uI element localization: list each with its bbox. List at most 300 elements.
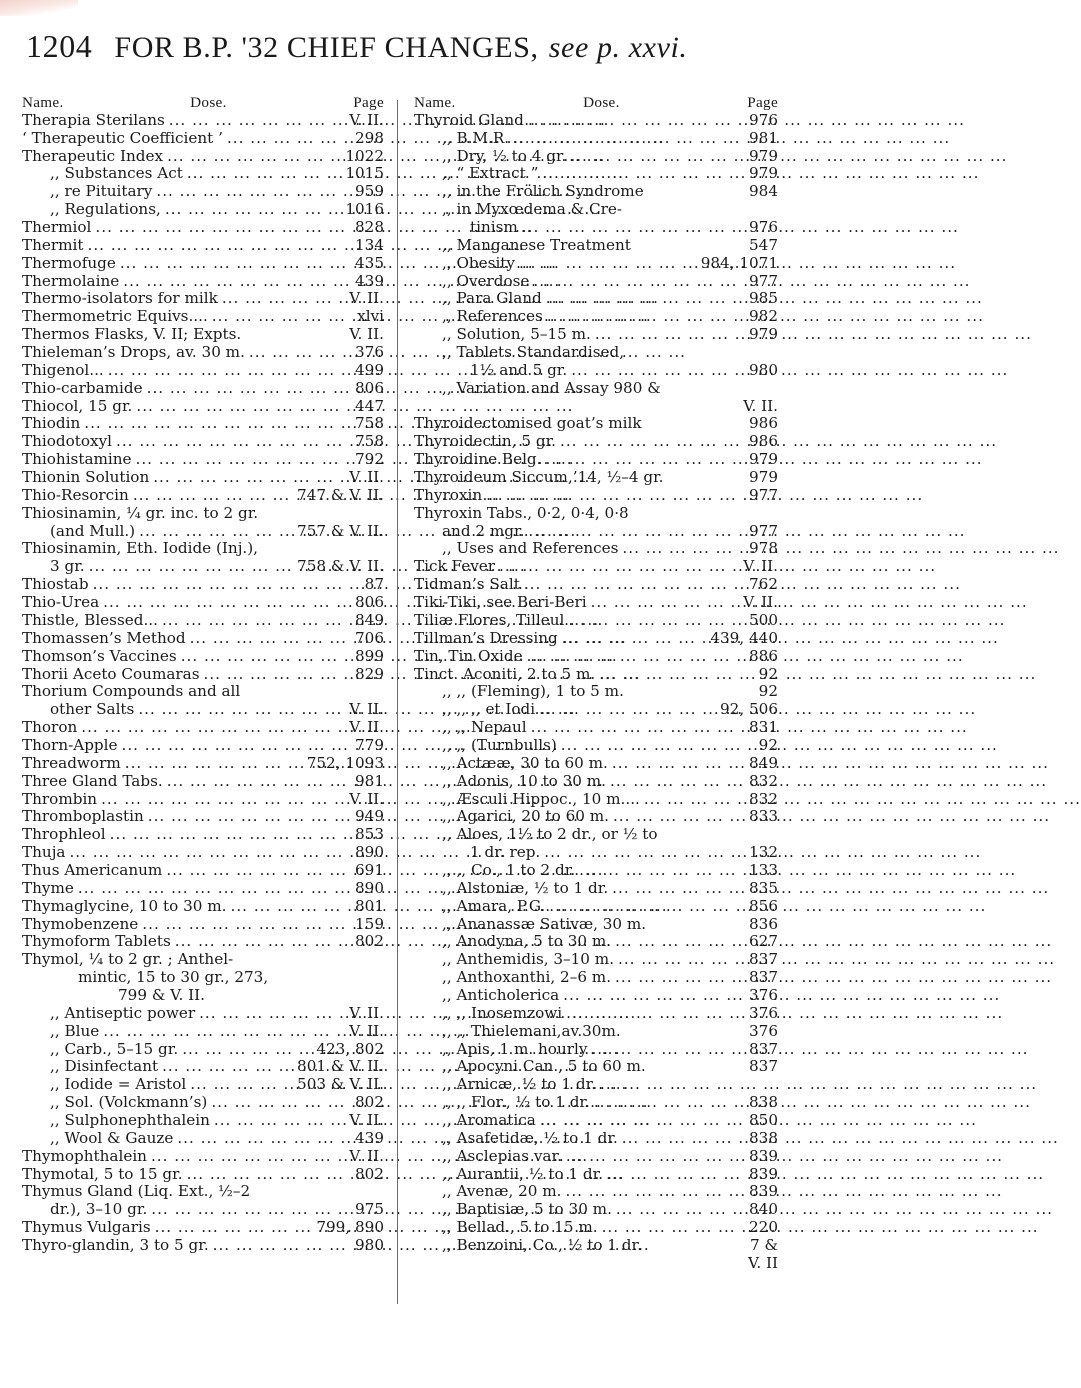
entry-name: ,, Actææ, 30 to 60 m. <box>442 753 608 772</box>
index-column-right <box>414 94 778 1273</box>
leader-dots <box>195 1005 349 1023</box>
entry-page: 977 <box>749 271 778 290</box>
index-entry <box>414 130 778 148</box>
leader-dots <box>218 290 349 308</box>
column-header <box>22 94 384 112</box>
entry-page: 849 <box>749 753 778 772</box>
entry-page: 159 <box>355 914 384 933</box>
leader-dots <box>104 362 355 380</box>
index-entry <box>22 1058 384 1076</box>
leader-dots <box>624 683 759 701</box>
entry-page: V. II. <box>349 289 384 308</box>
entry-page: 691 <box>355 860 384 879</box>
leader-dots <box>165 112 349 130</box>
entry-name: Thiosinamin, ¼ gr. inc. to 2 gr. <box>22 503 259 522</box>
leader-dots <box>74 880 355 898</box>
entry-name: ,, ,, ,, et Iodi <box>442 700 536 719</box>
leader-dots <box>149 469 349 487</box>
index-entry <box>414 898 778 916</box>
leader-dots <box>520 576 749 594</box>
entry-name: ,, Baptisiæ, 5 to 30 m. <box>442 1200 612 1219</box>
entry-page: 839 <box>749 1164 778 1183</box>
entry-name: ,, Manganese Treatment <box>442 235 631 254</box>
index-entry <box>22 1148 384 1166</box>
index-entry <box>414 487 778 505</box>
entry-name: Thymaglycine, 10 to 30 m. <box>22 896 227 915</box>
leader-dots <box>158 1058 297 1076</box>
entry-page: 837 <box>749 950 778 969</box>
index-entry <box>414 112 778 130</box>
index-entry <box>22 683 384 701</box>
index-entry <box>22 951 384 969</box>
entry-name: ,, Variation and Assay 980 & <box>442 378 661 397</box>
leader-dots <box>258 505 384 523</box>
entry-page: 706 <box>355 628 384 647</box>
entry-name: ‘ Therapeutic Coefficient ’ <box>22 128 223 147</box>
entry-name: Thyroidectin, 5 gr. <box>414 432 556 451</box>
leader-dots <box>606 773 749 791</box>
entry-name: Thigenol... <box>22 360 104 379</box>
index-entry <box>22 380 384 398</box>
entry-page: 837 <box>749 968 778 987</box>
page-number: 1204 <box>26 28 93 64</box>
entry-name: mintic, 15 to 30 gr., 273, <box>78 968 269 987</box>
leader-dots <box>147 1148 349 1166</box>
leader-dots <box>65 844 355 862</box>
leader-dots <box>515 255 701 273</box>
entry-name: ,, in Myxœdema & Cre- <box>442 200 623 219</box>
entry-page: 976 <box>749 218 778 237</box>
index-entry <box>22 112 384 130</box>
index-entry <box>22 1023 384 1041</box>
entry-page: 975 <box>355 1200 384 1219</box>
leader-dots <box>538 165 749 183</box>
index-entry <box>414 951 778 969</box>
entry-name: Thymus Vulgaris <box>22 1218 151 1237</box>
entry-name: ,, Aloes, 1½ to 2 dr., or ½ to <box>442 825 658 844</box>
leader-dots <box>177 648 355 666</box>
entry-name: Thyme <box>22 878 74 897</box>
leader-dots <box>529 273 749 291</box>
entry-name: ,, ,, Nepaul <box>442 718 527 737</box>
leader-dots <box>207 1094 355 1112</box>
entry-name: Thio-carbamide <box>22 378 143 397</box>
leader-dots <box>629 505 778 523</box>
leader-dots <box>144 808 355 826</box>
dose-heading: Dose. <box>583 94 620 111</box>
entry-name: Thiosinamin, Eth. Iodide (Inj.), <box>22 539 258 558</box>
leader-dots <box>91 219 355 237</box>
entry-name: Thionin Solution <box>22 468 150 487</box>
index-entry <box>22 791 384 809</box>
leader-dots <box>542 451 750 469</box>
index-entry <box>22 201 384 219</box>
entry-name: Thorn-Apple <box>22 735 118 754</box>
index-entry <box>22 398 384 416</box>
entry-page: 840 <box>749 1200 778 1219</box>
entry-name: Thymol, ¼ to 2 gr. ; Anthel- <box>22 950 234 969</box>
leader-dots <box>119 273 355 291</box>
leader-dots <box>138 916 355 934</box>
entry-page: 801 <box>355 896 384 915</box>
entry-name: Thermit <box>22 235 84 254</box>
entry-name: Therapeutic Index <box>22 146 164 165</box>
leader-dots <box>612 1201 749 1219</box>
leader-dots <box>151 1219 317 1237</box>
entry-name: Tiliæ Flores, Tilleul <box>414 610 565 629</box>
leader-dots <box>557 737 759 755</box>
entry-name: Throphleol <box>22 825 106 844</box>
name-heading: Name. <box>22 94 64 111</box>
entry-name: Thyroxin Tabs., 0·2, 0·4, 0·8 <box>414 503 629 522</box>
leader-dots <box>545 898 749 916</box>
index-entry <box>22 237 384 255</box>
leader-dots <box>223 130 355 148</box>
leader-dots <box>210 1112 349 1130</box>
entry-name: Thorium Compounds and all <box>22 682 241 701</box>
entry-name: ,, ,, (Fleming), 1 to 5 m. <box>442 682 624 701</box>
entry-page: 982 <box>749 307 778 326</box>
index-entry <box>22 862 384 880</box>
entry-name: ,, “ Extract ” <box>442 164 539 183</box>
index-entry <box>22 933 384 951</box>
leader-dots <box>518 219 749 237</box>
entry-name: Thyro-glandin, 3 to 5 gr. <box>22 1236 209 1254</box>
index-entry <box>22 1094 384 1112</box>
index-entry <box>414 737 778 755</box>
entry-page: 806 <box>355 378 384 397</box>
entry-page: 837 <box>749 1057 778 1076</box>
entry-name: Thyroideum Siccum,’14, ½–4 gr. <box>414 468 664 487</box>
index-entry <box>414 612 778 630</box>
entry-name: ,, Anthoxanthi, 2–6 m. <box>442 968 612 987</box>
index-entry <box>22 844 384 862</box>
entry-name: ,, Wool & Gauze <box>50 1128 174 1147</box>
entry-name: ,, Anodyna, 5 to 30 m. <box>442 932 612 951</box>
entry-page: 792 <box>355 450 384 469</box>
leader-dots <box>209 1237 355 1255</box>
index-entry <box>22 362 384 380</box>
index-entry <box>22 826 384 844</box>
index-entry <box>414 933 778 951</box>
leader-dots <box>587 594 744 612</box>
index-entry <box>414 862 778 880</box>
entry-page: 92 <box>758 664 778 683</box>
index-entry <box>414 415 778 433</box>
entry-page: V. II. <box>349 1003 384 1022</box>
index-entry <box>22 326 384 344</box>
entry-name: Thuja <box>22 843 66 862</box>
index-entry <box>22 344 384 362</box>
entry-name: ,, Anthemidis, 3–10 m. <box>442 950 615 969</box>
index-entry <box>22 1076 384 1094</box>
index-entry <box>22 415 384 433</box>
index-entry <box>414 255 778 273</box>
index-entry <box>414 648 778 666</box>
entry-page: V. II. <box>349 325 384 344</box>
leader-dots <box>567 362 749 380</box>
index-entries-left <box>22 112 384 1255</box>
index-entry <box>22 1237 384 1255</box>
leader-dots <box>611 933 749 951</box>
entry-name: (and Mull.) <box>50 521 136 540</box>
leader-dots <box>642 1237 750 1255</box>
index-entry <box>414 165 778 183</box>
entry-page: 134 <box>355 235 384 254</box>
entry-name: ,, Anticholerica <box>442 985 560 1004</box>
index-entry <box>22 612 384 630</box>
entry-page: 980 <box>355 1236 384 1254</box>
leader-dots <box>240 683 384 701</box>
index-entry <box>22 469 384 487</box>
entry-name: ,, Tablets Standardised, <box>442 343 625 362</box>
entry-page: 979 <box>749 164 778 183</box>
index-entry <box>414 844 778 862</box>
entry-page: 849 <box>355 610 384 629</box>
entry-page: 439, 440 <box>710 628 778 647</box>
entry-page: 132 <box>749 843 778 862</box>
entry-page: 87 <box>364 575 384 594</box>
index-entry <box>22 648 384 666</box>
entry-page: 439 <box>355 271 384 290</box>
leader-dots <box>414 1255 748 1273</box>
column-header <box>414 94 778 112</box>
index-entry <box>22 165 384 183</box>
entry-page: 499 <box>355 360 384 379</box>
leader-dots <box>640 791 749 809</box>
entry-name: ,, Arnicæ, ½ to 1 dr. <box>442 1075 597 1094</box>
entry-page: 758 & V. II. <box>297 557 384 576</box>
entry-name: ,, re Pituitary <box>50 182 153 201</box>
index-entry <box>22 1041 384 1059</box>
entry-page: V. II. <box>349 1021 384 1040</box>
index-entry <box>22 1183 384 1201</box>
leader-dots <box>158 612 355 630</box>
entry-page: 376 <box>749 1021 778 1040</box>
entry-name: Thiodin <box>22 414 81 433</box>
leader-dots <box>646 1058 749 1076</box>
leader-dots <box>227 898 355 916</box>
leader-dots <box>661 380 778 398</box>
leader-dots <box>171 933 355 951</box>
entry-name: Thermolaine <box>22 271 120 290</box>
index-entry <box>22 576 384 594</box>
leader-dots <box>85 558 297 576</box>
entry-name: Thio-Urea <box>22 593 100 612</box>
index-entry <box>22 898 384 916</box>
running-header <box>26 28 688 65</box>
entry-page: 802 <box>355 1093 384 1112</box>
entry-name: Thermos Flasks, V. II; Expts. <box>22 325 242 344</box>
entry-name: ,, Carb., 5–15 gr. <box>50 1039 179 1058</box>
entry-name: Thiohistamine <box>22 450 132 469</box>
page-heading: Page <box>747 94 778 111</box>
entry-page: 979 <box>749 146 778 165</box>
leader-dots <box>540 844 749 862</box>
entry-name: Therapia Sterilans <box>22 110 165 129</box>
entry-page: 7 & <box>749 1236 778 1254</box>
entry-name: ,, Disinfectant <box>50 1057 159 1076</box>
leader-dots <box>162 862 355 880</box>
index-entry <box>22 540 384 558</box>
entry-page: V. II. <box>349 1146 384 1165</box>
entry-page: 500 <box>749 610 778 629</box>
index-entry <box>22 558 384 576</box>
entry-page: V. II. <box>349 789 384 808</box>
index-entry <box>22 880 384 898</box>
leader-dots <box>161 201 346 219</box>
leader-dots <box>233 951 384 969</box>
entry-name: other Salts <box>50 700 135 719</box>
entry-name: Thymus Gland (Liq. Ext., ½–2 <box>22 1182 251 1201</box>
index-entry <box>414 1005 778 1023</box>
entry-name: ,, Adonis, 10 to 30 m. <box>442 771 607 790</box>
entry-page: 439 <box>355 1128 384 1147</box>
index-entry <box>414 826 778 844</box>
leader-dots <box>527 719 749 737</box>
index-entry <box>414 1148 778 1166</box>
entry-page: 839 <box>749 1146 778 1165</box>
entry-name: ,, Sulphonephthalein <box>50 1110 210 1129</box>
leader-dots <box>200 666 355 684</box>
entry-page: 838 <box>749 1093 778 1112</box>
entry-name: ,, ,, Co., 1 to 2 dr. <box>442 860 576 879</box>
index-entry <box>414 273 778 291</box>
leader-dots <box>624 344 778 362</box>
entry-name: Thymoform Tablets <box>22 932 171 951</box>
leader-dots <box>575 862 749 880</box>
leader-dots <box>631 237 749 255</box>
entry-name: ,, Benzoini, Co., ½ to 1 dr. <box>442 1236 642 1254</box>
index-entry <box>414 558 778 576</box>
entry-page: 886 <box>749 646 778 665</box>
index-entry <box>414 683 778 701</box>
entry-page: 853 <box>355 825 384 844</box>
leader-dots <box>495 558 743 576</box>
leader-dots <box>258 540 384 558</box>
entry-page: 833 <box>749 807 778 826</box>
entry-name: Thomassen’s Method <box>22 628 186 647</box>
entry-name: ,, Antiseptic power <box>50 1003 196 1022</box>
entry-page: 762 <box>749 575 778 594</box>
entry-page: V. II <box>748 1253 778 1272</box>
leader-dots <box>147 1201 355 1219</box>
index-entry <box>22 987 384 1005</box>
leader-dots <box>121 755 307 773</box>
entry-name: ,, Uses and References <box>442 539 619 558</box>
entry-name: 1½ and 5 gr. <box>470 360 568 379</box>
leader-dots <box>562 1005 749 1023</box>
leader-dots <box>595 666 758 684</box>
index-entry <box>22 737 384 755</box>
leader-dots <box>99 594 355 612</box>
entry-name: dr.), 3–10 gr. <box>50 1200 148 1219</box>
entry-page: 758 <box>355 432 384 451</box>
index-entry <box>414 630 778 648</box>
index-entry <box>22 487 384 505</box>
leader-dots <box>89 576 365 594</box>
index-entry <box>414 1112 778 1130</box>
leader-dots <box>524 523 749 541</box>
leader-dots <box>524 112 749 130</box>
entry-name: Tidman’s Salt <box>414 575 520 594</box>
entry-page: 981 <box>355 771 384 790</box>
entry-page: 779 <box>355 735 384 754</box>
entry-page: 850 <box>749 1110 778 1129</box>
index-entry <box>414 148 778 166</box>
entry-name: Thus Americanum <box>22 860 163 879</box>
index-entry <box>414 987 778 1005</box>
entry-page: 1022 <box>345 146 384 165</box>
entry-page: 1015 <box>345 164 384 183</box>
index-entry <box>22 1166 384 1184</box>
entry-name: ,, Apocyni Can., 5 to 60 m. <box>442 1057 646 1076</box>
leader-dots <box>596 1076 778 1094</box>
entry-page: 92 <box>758 735 778 754</box>
leader-dots <box>208 308 357 326</box>
entry-name: Thistle, Blessed... <box>22 610 158 629</box>
index-entry <box>414 505 778 523</box>
index-entry <box>22 183 384 201</box>
index-entry <box>414 380 778 398</box>
entry-page: 835 <box>749 878 778 897</box>
index-entry <box>414 451 778 469</box>
entry-name: ,, Avenæ, 20 m. <box>442 1182 562 1201</box>
entry-page: 447 <box>355 396 384 415</box>
entry-page: 949 <box>355 807 384 826</box>
index-entry <box>414 183 778 201</box>
index-entry <box>414 773 778 791</box>
entry-page: 802 <box>355 932 384 951</box>
index-entry <box>22 755 384 773</box>
leader-dots <box>556 433 749 451</box>
leader-dots <box>106 826 355 844</box>
entry-name: Thermometric Equivs.... <box>22 307 208 326</box>
entry-name: Tiki-Tiki, see Beri-Beri <box>414 593 587 612</box>
entry-page: 828 <box>355 218 384 237</box>
entry-name: and 2 mgr. <box>442 521 525 540</box>
entry-page: 986 <box>749 432 778 451</box>
header-see-ref: see p. xxvi. <box>548 31 688 64</box>
entry-page: 899 <box>355 646 384 665</box>
entry-name: ,, Substances Act <box>50 164 183 183</box>
index-entry <box>414 1130 778 1148</box>
entry-page: 376 <box>749 1003 778 1022</box>
leader-dots <box>642 415 749 433</box>
index-entry <box>414 1255 778 1273</box>
entry-name: Thiodotoxyl <box>22 432 113 451</box>
leader-dots <box>241 326 349 344</box>
entry-page: 977 <box>749 521 778 540</box>
entry-page: 838 <box>749 1128 778 1147</box>
entry-page: 979 <box>749 325 778 344</box>
entry-name: ,, Obesity <box>442 253 515 272</box>
leader-dots <box>644 183 749 201</box>
entry-page: 890 <box>355 843 384 862</box>
leader-dots <box>132 451 355 469</box>
index-entry <box>22 916 384 934</box>
entry-page: 979 <box>749 450 778 469</box>
entry-name: ,, Æsculi Hippoc., 10 m.... <box>442 789 640 808</box>
index-entry <box>414 326 778 344</box>
entry-page: V. II. <box>743 557 778 576</box>
index-entry <box>414 969 778 987</box>
leader-dots <box>591 326 749 344</box>
index-entry <box>22 273 384 291</box>
entry-page: 627 <box>749 932 778 951</box>
entry-page: 92, 506 <box>720 700 778 719</box>
entry-name: Tinct. Aconiti, 2 to 5 m. <box>414 664 596 683</box>
